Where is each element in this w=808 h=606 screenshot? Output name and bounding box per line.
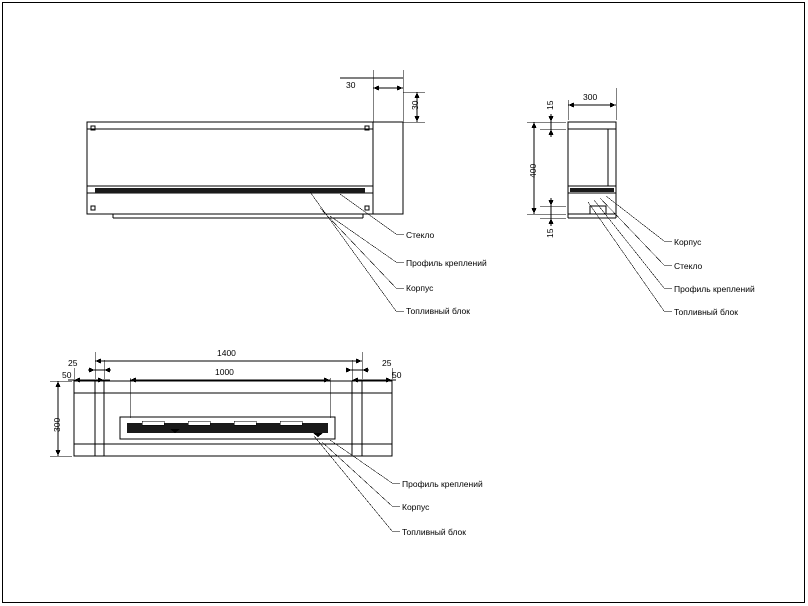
dimension-top-50-left: 50 [62,370,72,380]
callout-side-steklo: Стекло [674,261,703,271]
dimension-side-15-bottom: 15 [545,228,555,238]
dimension-top-25-right: 25 [382,358,392,368]
dimension-side-400: 400 [528,163,538,178]
callout-top-korpus: Корпус [402,502,430,512]
callout-front-korpus: Корпус [406,283,434,293]
dimension-top-25-left: 25 [68,358,78,368]
callout-side-profil: Профиль креплений [674,284,755,294]
dimension-top-50-right: 50 [392,370,402,380]
callout-side-korpus: Корпус [674,237,702,247]
sheet-border [2,2,805,603]
callout-top-profil: Профиль креплений [402,479,483,489]
callout-front-toplivnyy: Топливный блок [406,306,470,316]
callout-front-profil: Профиль креплений [406,258,487,268]
dimension-top-1000: 1000 [215,367,234,377]
dimension-front-right-30: 30 [410,100,420,110]
dimension-side-300: 300 [583,92,598,102]
callout-front-steklo: Стекло [406,230,435,240]
dimension-side-15-top: 15 [545,100,555,110]
callout-top-toplivnyy: Топливный блок [402,527,466,537]
dimension-front-top-30: 30 [346,80,356,90]
callout-side-toplivnyy: Топливный блок [674,307,738,317]
dimension-top-300: 300 [52,417,62,432]
dimension-top-1400: 1400 [217,348,236,358]
